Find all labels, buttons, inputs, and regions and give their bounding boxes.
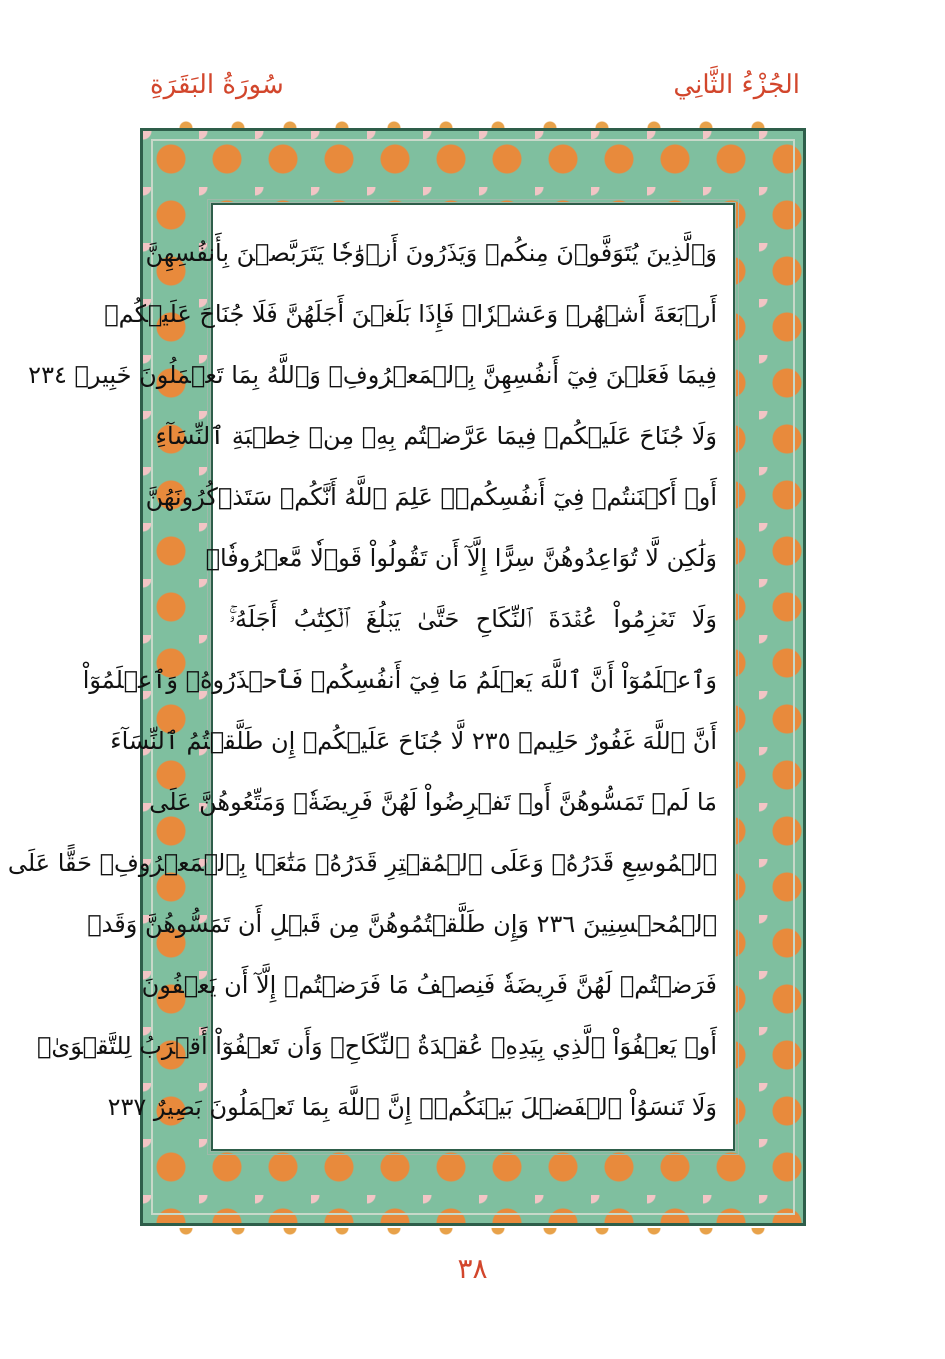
text-line: ٱلۡمُحۡسِنِينَ ٢٣٦ وَإِن طَلَّقۡتُمُوهُنَّ مِن قَبۡلِ أَن تَمَسُّوهُنَّ وَقَدۡ bbox=[87, 910, 717, 938]
text-panel bbox=[7, 203, 735, 1151]
text-line: وَٱعۡلَمُوٓاْ أَنَّ ٱللَّهَ يَعۡلَمُ مَا فِيٓ أَنفُسِكُمۡ فَٱحۡذَرُوهُۚ وَٱعۡلَمُوٓاْ bbox=[82, 666, 717, 694]
verse-lines bbox=[7, 223, 717, 1138]
text-line: وَٱلَّذِينَ يُتَوَفَّوۡنَ مِنكُمۡ وَيَذَرُونَ أَزۡوَٰجٗا يَتَرَبَّصۡنَ بِأَنفُسِهِنَّ bbox=[145, 239, 717, 267]
text-line: فِيمَا فَعَلۡنَ فِيٓ أَنفُسِهِنَّ بِٱلۡمَعۡرُوفِۗ وَٱللَّهُ بِمَا تَعۡمَلُونَ خَبِيرٞ ٢٣٤ bbox=[28, 361, 717, 389]
text-line: وَلَا جُنَاحَ عَلَيۡكُمۡ فِيمَا عَرَّضۡتُم بِهِۦ مِنۡ خِطۡبَةِ ٱلنِّسَآءِ bbox=[155, 422, 717, 450]
surah-title: سُورَةُ البَقَرَةِ bbox=[150, 70, 284, 100]
frame-top-ornament bbox=[160, 112, 786, 128]
text-line: أَرۡبَعَةَ أَشۡهُرٖ وَعَشۡرٗاۖ فَإِذَا بَلَغۡنَ أَجَلَهُنَّ فَلَا جُنَاحَ عَلَيۡكُمۡ bbox=[104, 300, 717, 328]
text-line: أَوۡ أَكۡنَنتُمۡ فِيٓ أَنفُسِكُمۡۚ عَلِمَ ٱللَّهُ أَنَّكُمۡ سَتَذۡكُرُونَهُنَّ bbox=[145, 483, 717, 511]
page-header bbox=[150, 70, 800, 110]
text-line: أَوۡ يَعۡفُوَاْ ٱلَّذِي بِيَدِهِۦ عُقۡدَةُ ٱلنِّكَاحِۚ وَأَن تَعۡفُوٓاْ أَقۡرَبُ لِلتَّقۡوَىٰۚ bbox=[37, 1032, 717, 1060]
text-line: فَرَضۡتُمۡ لَهُنَّ فَرِيضَةٗ فَنِصۡفُ مَا فَرَضۡتُمۡ إِلَّآ أَن يَعۡفُونَ bbox=[141, 971, 717, 999]
juz-title: الجُزْءُ الثَّانِي bbox=[673, 70, 800, 100]
page-number: ٣٨ bbox=[457, 1252, 488, 1285]
text-line: ٱلۡمُوسِعِ قَدَرُهُۥ وَعَلَى ٱلۡمُقۡتِرِ قَدَرُهُۥ مَتَٰعَۢا بِٱلۡمَعۡرُوفِۖ حَقًّا عَلَى bbox=[7, 849, 717, 877]
text-line: وَلَا تَنسَوُاْ ٱلۡفَضۡلَ بَيۡنَكُمۡۚ إِنَّ ٱللَّهَ بِمَا تَعۡمَلُونَ بَصِيرٌ ٢٣٧ bbox=[107, 1093, 717, 1121]
text-line: مَا لَمۡ تَمَسُّوهُنَّ أَوۡ تَفۡرِضُواْ لَهُنَّ فَرِيضَةٗۚ وَمَتِّعُوهُنَّ عَلَى bbox=[149, 788, 717, 816]
text-line: وَلَٰكِن لَّا تُوَاعِدُوهُنَّ سِرًّا إِلَّآ أَن تَقُولُواْ قَوۡلٗا مَّعۡرُوفٗاۚ bbox=[205, 544, 717, 572]
text-line: وَلَا تَعۡزِمُواْ عُقۡدَةَ ٱلنِّكَاحِ حَتَّىٰ يَبۡلُغَ ٱلۡكِتَٰبُ أَجَلَهُۥۚ bbox=[229, 605, 717, 633]
frame-bottom-ornament bbox=[160, 1228, 786, 1244]
text-line: أَنَّ ٱللَّهَ غَفُورٌ حَلِيمٞ ٢٣٥ لَّا جُنَاحَ عَلَيۡكُمۡ إِن طَلَّقۡتُمُ ٱلنِّسَآءَ bbox=[110, 727, 717, 755]
